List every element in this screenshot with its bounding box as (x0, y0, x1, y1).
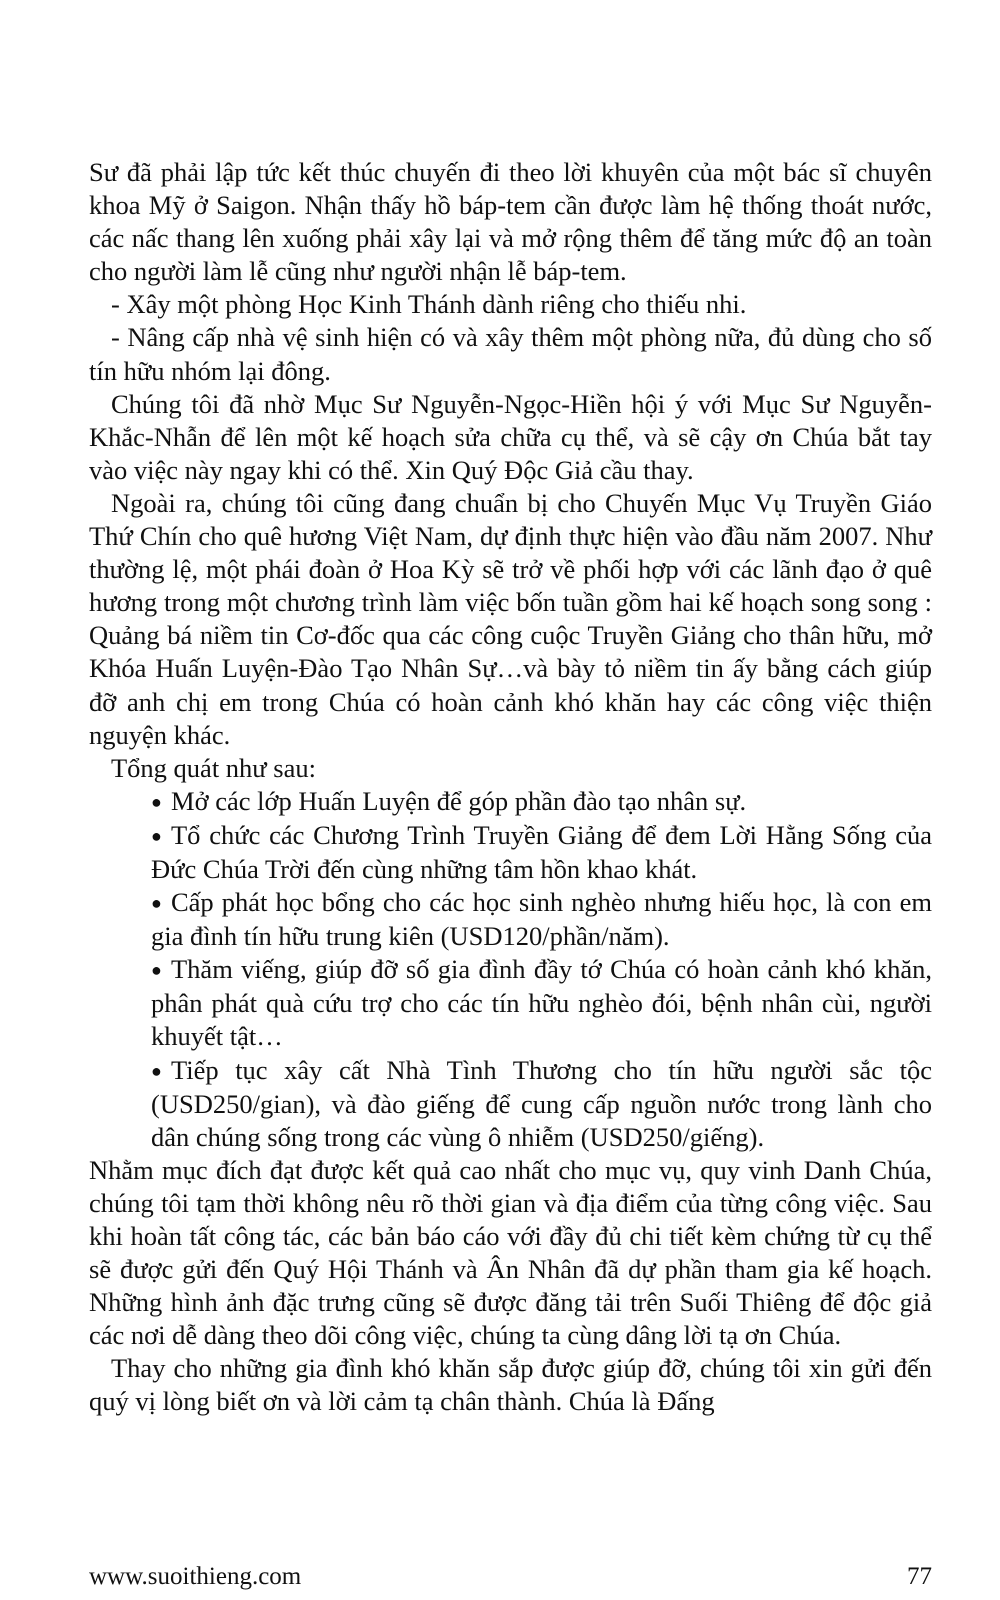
list-item-restroom: - Nâng cấp nhà vệ sinh hiện có và xây thêm một phòng nữa, đủ dùng cho số tín hữu nhóm lại đông. (89, 322, 932, 386)
bullet-icon: ● (151, 791, 162, 812)
summary-heading: Tổng quát như sau: (111, 752, 316, 783)
page-number: 77 (907, 1563, 932, 1590)
paragraph-repair-plan: Chúng tôi đã nhờ Mục Sư Nguyễn-Ngọc-Hiền hội ý với Mục Sư Nguyễn-Khắc-Nhẫn để lên một kế hoạch sửa chữa cụ thể, và sẽ cậy ơn Chúa bắt tay vào việc này ngay khi có thể. Xin Quý Độc Giả cầu thay. (89, 388, 932, 485)
paragraph-thanks: Thay cho những gia đình khó khăn sắp được giúp đỡ, chúng tôi xin gửi đến quý vị lòng biết ơn và lời cảm tạ chân thành. Chúa là Đấng (89, 1353, 932, 1417)
bullet-icon: ● (151, 960, 162, 981)
bullet-text: Tổ chức các Chương Trình Truyền Giảng để đem Lời Hằng Sống của Đức Chúa Trời đến cùng những tâm hồn khao khát. (151, 819, 932, 884)
bullet-icon: ● (151, 1060, 162, 1081)
bullet-text: Tiếp tục xây cất Nhà Tình Thương cho tín hữu người sắc tộc (USD250/gian), và đào giếng để cung cấp nguồn nước trong lành cho dân chúng sống trong các vùng ô nhiễm (USD250/giếng). (151, 1054, 932, 1152)
bullet-item (151, 953, 932, 1053)
paragraph-mission-trip: Ngoài ra, chúng tôi cũng đang chuẩn bị cho Chuyến Mục Vụ Truyền Giáo Thứ Chín cho quê hương Việt Nam, dự định thực hiện vào đầu năm 2007. Như thường lệ, một phái đoàn ở Hoa Kỳ sẽ trở về phối hợp với các lãnh đạo ở quê hương trong một chương trình làm việc bốn tuần gồm hai kế hoạch song song : Quảng bá niềm tin Cơ-đốc qua các công cuộc Truyền Giảng cho thân hữu, mở Khóa Huấn Luyện-Đào Tạo Nhân Sự…và bày tỏ niềm tin ấy bằng cách giúp đỡ anh chị em trong Chúa có hoàn cảnh khó khăn hay các công việc thiện nguyện khác. (89, 487, 932, 750)
page-footer (89, 1560, 932, 1594)
bullet-text: Cấp phát học bổng cho các học sinh nghèo nhưng hiếu học, là con em gia đình tín hữu trung kiên (USD120/phần/năm). (151, 887, 932, 952)
bullet-list (89, 785, 932, 1154)
page-body (89, 156, 932, 1419)
bullet-item (151, 1054, 932, 1154)
bullet-text: Mở các lớp Huấn Luyện để góp phần đào tạo nhân sự. (171, 785, 747, 816)
bullet-icon: ● (151, 825, 162, 846)
paragraph-reports: Nhằm mục đích đạt được kết quả cao nhất cho mục vụ, quy vinh Danh Chúa, chúng tôi tạm thời không nêu rõ thời gian và địa điểm của từng công việc. Sau khi hoàn tất công tác, các bản báo cáo với đầy đủ chi tiết kèm chứng từ cụ thể sẽ được gửi đến Quý Hội Thánh và Ân Nhân đã dự phần tham gia kế hoạch. Những hình ảnh đặc trưng cũng sẽ được đăng tải trên Suối Thiêng để độc giả các nơi dễ dàng theo dõi công việc, chúng ta cùng dâng lời tạ ơn Chúa. (89, 1154, 932, 1351)
bullet-item (151, 819, 932, 886)
footer-website: www.suoithieng.com (89, 1563, 302, 1590)
bullet-icon: ● (151, 893, 162, 914)
paragraph-baptism-pool: Sư đã phải lập tức kết thúc chuyến đi theo lời khuyên của một bác sĩ chuyên khoa Mỹ ở Saigon. Nhận thấy hồ báp-tem cần được làm hệ thống thoát nước, các nấc thang lên xuống phải xây lại và mở rộng thêm để tăng mức độ an toàn cho người làm lễ cũng như người nhận lễ báp-tem. (89, 157, 932, 287)
bullet-item (151, 785, 932, 819)
list-item-bible-room: - Xây một phòng Học Kinh Thánh dành riêng cho thiếu nhi. (111, 289, 747, 320)
bullet-text: Thăm viếng, giúp đỡ số gia đình đầy tớ Chúa có hoàn cảnh khó khăn, phân phát quà cứu trợ cho các tín hữu nghèo đói, bệnh nhân cùi, người khuyết tật… (151, 954, 932, 1052)
bullet-item (151, 886, 932, 953)
